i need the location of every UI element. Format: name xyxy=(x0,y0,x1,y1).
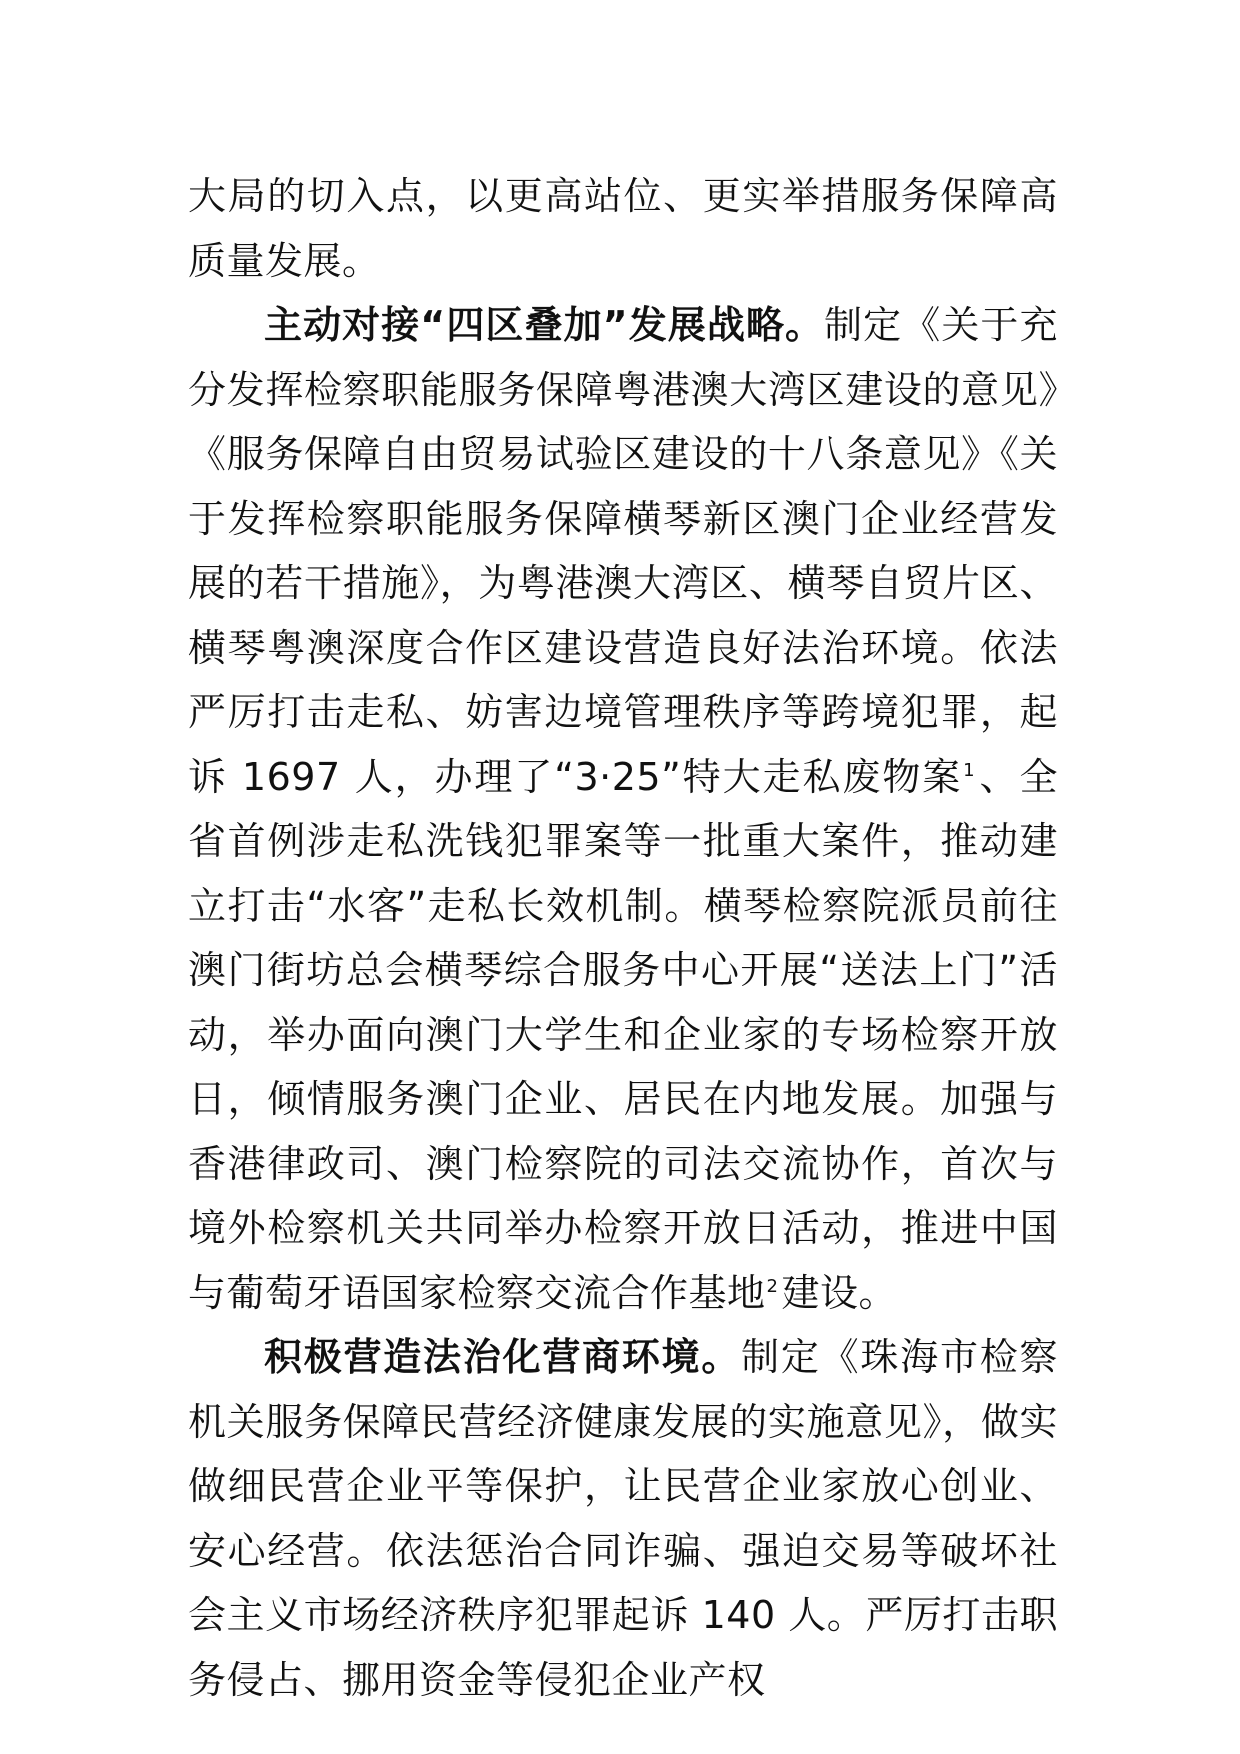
paragraph-text: 制定《关于充分发挥检察职能服务保障粤港澳大湾区建设的意见》《服务保障自由贸易试验区建设的十八条意见》《关于发挥检察职能服务保障横琴新区澳门企业经营发展的若干措施》，为粤港澳大湾区、横琴自贸片区、横琴粤澳深度合作区建设营造良好法治环境。依法严厉打击走私、妨害边境管理秩序等跨境犯罪，起诉 1697 人，办理了“3·25”特大走私废物案 xyxy=(188,303,1058,799)
footnote-marker: 2 xyxy=(766,1275,779,1297)
paragraph-heading: 主动对接“四区叠加”发展战略。 xyxy=(264,303,825,347)
paragraph-text: 建设。 xyxy=(781,1270,897,1315)
paragraph xyxy=(188,293,1058,1325)
paragraph-text: 大局的切入点，以更高站位、更实举措服务保障高质量发展。 xyxy=(188,174,1058,283)
paragraph-text: 、全省首例涉走私洗钱犯罪案等一批重大案件，推动建立打击“水客”走私长效机制。横琴检察院派员前往澳门街坊总会横琴综合服务中心开展“送法上门”活动，举办面向澳门大学生和企业家的专场检察开放日，倾情服务澳门企业、居民在内地发展。加强与香港律政司、澳门检察院的司法交流协作，首次与境外检察机关共同举办检察开放日活动，推进中国与葡萄牙语国家检察交流合作基地 xyxy=(188,754,1058,1315)
paragraph-text: 制定《珠海市检察机关服务保障民营经济健康发展的实施意见》，做实做细民营企业平等保护，让民营企业家放心创业、安心经营。依法惩治合同诈骗、强迫交易等破坏社会主义市场经济秩序犯罪起诉 140 人。严厉打击职务侵占、挪用资金等侵犯企业产权 xyxy=(188,1335,1058,1702)
paragraph xyxy=(188,1325,1058,1712)
paragraph xyxy=(188,164,1058,293)
footnote-marker: 1 xyxy=(963,759,976,781)
body-text xyxy=(188,164,1058,1712)
paragraph-heading: 积极营造法治化营商环境。 xyxy=(264,1335,742,1379)
